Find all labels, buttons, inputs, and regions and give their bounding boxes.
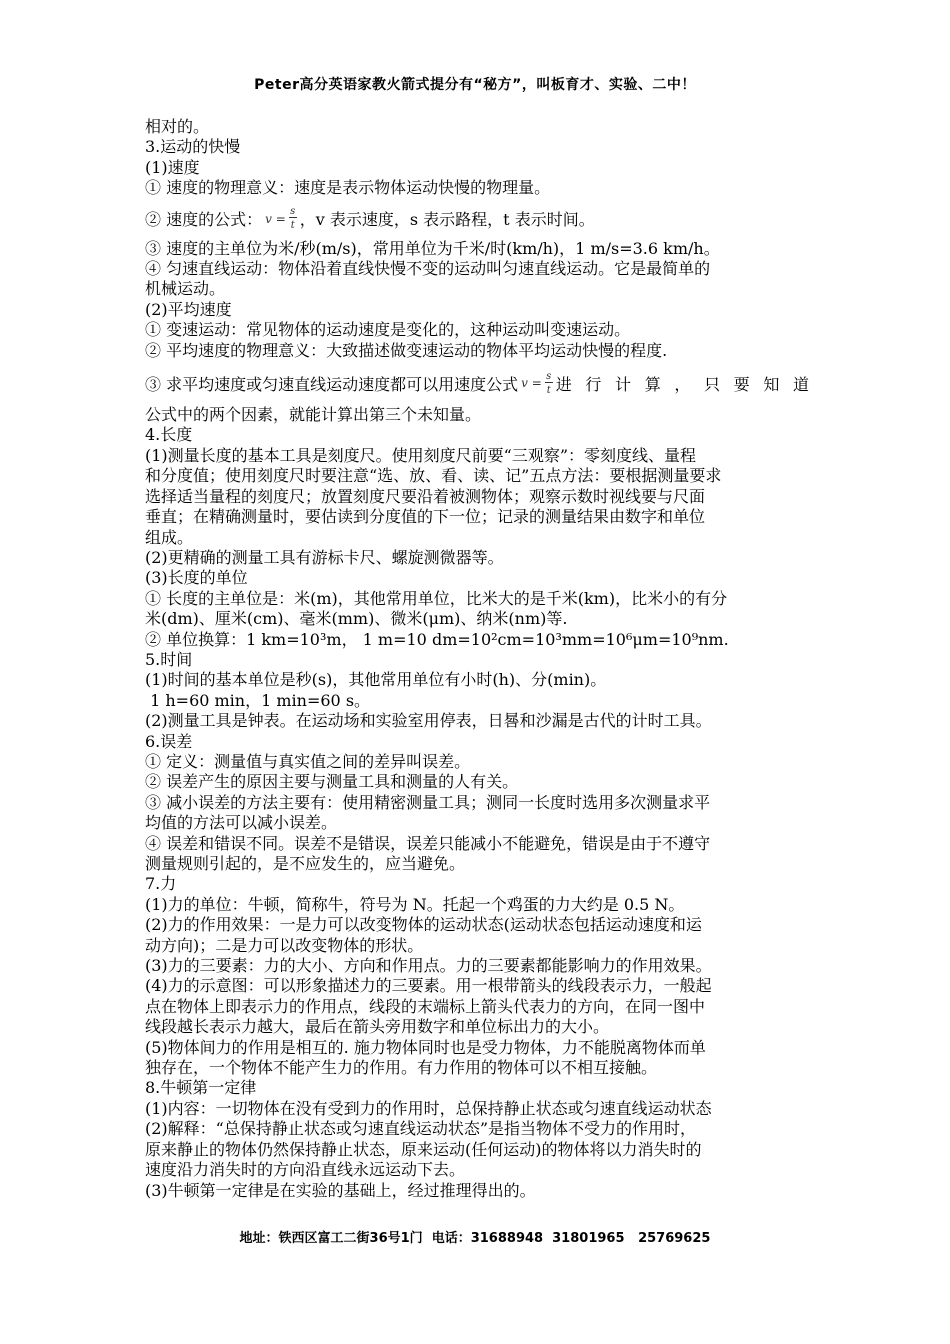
formula-denominator: t xyxy=(546,384,551,396)
formula-intro: ③ 求平均速度或匀速直线运动速度都可以用速度公式 xyxy=(145,374,519,394)
formula-lhs: v = xyxy=(265,211,286,226)
text-line: (2)力的作用效果：一是力可以改变物体的运动状态(运动状态包括运动速度和运 xyxy=(145,915,702,935)
text-line: ① 变速运动：常见物体的运动速度是变化的，这种运动叫变速运动。 xyxy=(145,320,631,340)
text-line: ① 定义：测量值与真实值之间的差异叫误差。 xyxy=(145,751,471,771)
subheading-length-units: (3)长度的单位 xyxy=(145,568,248,588)
text-line: (3)牛顿第一定律是在实验的基础上，经过推理得出的。 xyxy=(145,1180,536,1200)
speed-formula xyxy=(265,206,297,231)
text-line: ① 长度的主单位是：米(m)，其他常用单位，比米大的是千米(km)，比米小的有分 xyxy=(145,588,728,608)
formula-explanation: ，v 表示速度，s 表示路程，t 表示时间。 xyxy=(299,210,595,230)
text-line: 米(dm)、厘米(cm)、毫米(mm)、微米(μm)、纳米(nm)等. xyxy=(145,609,568,629)
section-heading-force: 7.力 xyxy=(145,874,177,894)
text-line: 机械运动。 xyxy=(145,279,226,299)
text-line: (1)时间的基本单位是秒(s)，其他常用单位有小时(h)、分(min)。 xyxy=(145,670,607,690)
text-line: ④ 误差和错误不同。误差不是错误，误差只能减小不能避免，错误是由于不遵守 xyxy=(145,833,711,853)
section-heading-error: 6.误差 xyxy=(145,731,193,751)
section-heading-newton-first-law: 8.牛顿第一定律 xyxy=(145,1078,257,1098)
text-line: 和分度值；使用刻度尺时要注意“选、放、看、读、记”五点方法：要根据测量要求 xyxy=(145,466,722,486)
formula-numerator: s xyxy=(290,206,296,218)
text-line: 选择适当量程的刻度尺；放置刻度尺要沿着被测物体；观察示数时视线要与尺面 xyxy=(145,486,706,506)
fraction-bar xyxy=(289,217,297,218)
text-line: 原来静止的物体仍然保持静止状态，原来运动(任何运动)的物体将以力消失时的 xyxy=(145,1139,702,1159)
text-line: 动方向)；二是力可以改变物体的形状。 xyxy=(145,935,424,955)
text-line: (5)物体间力的作用是相互的. 施力物体同时也是受力物体，力不能脱离物体而单 xyxy=(145,1037,706,1057)
speed-formula xyxy=(521,371,553,396)
text-line: 垂直；在精确测量时，要估读到分度值的下一位；记录的测量结果由数字和单位 xyxy=(145,507,706,527)
text-line: ② 平均速度的物理意义：大致描述做变速运动的物体平均运动快慢的程度. xyxy=(145,340,668,360)
text-line: ③ 速度的主单位为米/秒(m/s)，常用单位为千米/时(km/h)，1 m/s=3.6 km/h。 xyxy=(145,238,720,258)
text-line: 线段越长表示力越大，最后在箭头旁用数字和单位标出力的大小。 xyxy=(145,1017,610,1037)
text-line: ③ 减小误差的方法主要有：使用精密测量工具；测同一长度时选用多次测量求平 xyxy=(145,792,711,812)
section-heading-length: 4.长度 xyxy=(145,425,193,445)
formula-numerator: s xyxy=(546,370,552,382)
formula-intro: ② 速度的公式： xyxy=(145,210,263,230)
subheading-average-speed: (2)平均速度 xyxy=(145,299,232,319)
average-speed-formula-line xyxy=(145,361,809,405)
speed-formula-line xyxy=(145,199,809,239)
text-line: 测量规则引起的，是不应发生的，应当避免。 xyxy=(145,854,466,873)
formula-continuation: 进行计算，只要知道 xyxy=(555,374,809,394)
subheading-speed: (1)速度 xyxy=(145,157,200,177)
text-line: 公式中的两个因素，就能计算出第三个未知量。 xyxy=(145,405,482,425)
text-line: 均值的方法可以减小误差。 xyxy=(145,813,338,833)
text-line: ① 速度的物理意义：速度是表示物体运动快慢的物理量。 xyxy=(145,178,551,198)
fraction-bar xyxy=(545,382,553,383)
text-line: 速度沿力消失时的方向沿直线永远运动下去。 xyxy=(145,1160,466,1180)
text-line: 组成。 xyxy=(145,527,194,547)
page-footer: 地址：铁西区富工二街36号1门 电话：31688948 31801965 25769625 xyxy=(239,1231,711,1246)
section-heading-motion-speed: 3.运动的快慢 xyxy=(145,137,241,157)
text-line: (2)更精确的测量工具有游标卡尺、螺旋测微器等。 xyxy=(145,547,504,567)
text-line: (3)力的三要素：力的大小、方向和作用点。力的三要素都能影响力的作用效果。 xyxy=(145,956,712,976)
document-body xyxy=(145,117,809,1201)
text-line: 相对的。 xyxy=(145,117,210,136)
text-line: 独存在，一个物体不能产生力的作用。有力作用的物体可以不相互接触。 xyxy=(145,1058,658,1078)
text-line: (1)内容：一切物体在没有受到力的作用时，总保持静止状态或匀速直线运动状态 xyxy=(145,1098,712,1118)
text-line: ② 误差产生的原因主要与测量工具和测量的人有关。 xyxy=(145,772,519,792)
section-heading-time: 5.时间 xyxy=(145,649,193,669)
text-line: (4)力的示意图：可以形象描述力的三要素。用一根带箭头的线段表示力，一般起 xyxy=(145,976,712,996)
text-line: ② 单位换算：1 km=10³m， 1 m=10 dm=10²cm=10³mm=10⁶μm=10⁹nm. xyxy=(145,629,729,649)
formula-denominator: t xyxy=(290,220,295,232)
text-line: (1)测量长度的基本工具是刻度尺。使用刻度尺前要“三观察”：零刻度线、量程 xyxy=(145,445,697,465)
page-header: Peter高分英语家教火箭式提分有“秘方”，叫板育才、实验、二中！ xyxy=(254,77,696,93)
text-line: 1 h=60 min，1 min=60 s。 xyxy=(145,690,371,710)
text-line: (1)力的单位：牛顿，简称牛，符号为 N。托起一个鸡蛋的力大约是 0.5 N。 xyxy=(145,894,685,914)
text-line: 点在物体上即表示力的作用点，线段的末端标上箭头代表力的方向，在同一图中 xyxy=(145,996,706,1016)
formula-lhs: v = xyxy=(521,376,542,391)
text-line: (2)解释：“总保持静止状态或匀速直线运动状态”是指当物体不受力的作用时， xyxy=(145,1119,697,1139)
text-line: ④ 匀速直线运动：物体沿着直线快慢不变的运动叫匀速直线运动。它是最简单的 xyxy=(145,259,711,279)
text-line: (2)测量工具是钟表。在运动场和实验室用停表，日晷和沙漏是古代的计时工具。 xyxy=(145,711,712,731)
